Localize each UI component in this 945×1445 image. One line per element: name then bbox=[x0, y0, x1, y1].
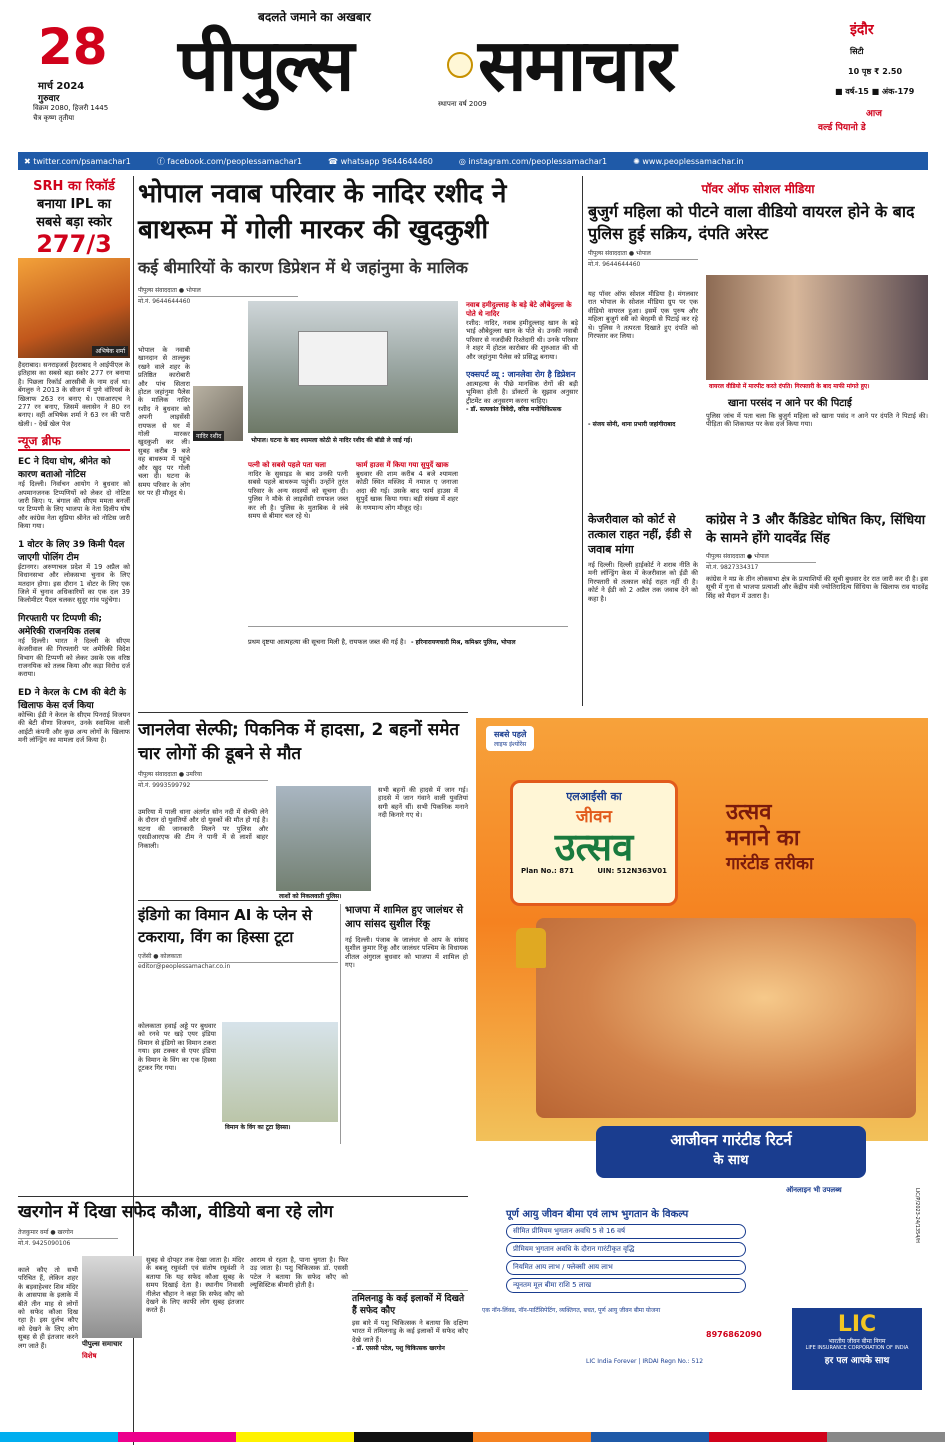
selfie-headline: जानलेवा सेल्फी; पिकनिक में हादसा, 2 बहनों समेत चार लोगों की डूबने से मौत bbox=[138, 720, 460, 764]
slogan-1: उत्सव bbox=[726, 800, 772, 825]
facebook-link[interactable]: ⓕ facebook.com/peoplessamachar1 bbox=[156, 156, 303, 166]
ec-headline: EC ने दिया घोष, श्रीनेत को कारण बताओ नोटिस bbox=[18, 457, 111, 481]
srh-score: 277/3 bbox=[36, 230, 112, 258]
srh-headline-1: SRH का रिकॉर्ड bbox=[33, 179, 115, 194]
ribbon-text-1: आजीवन गारंटीड रिटर्न bbox=[670, 1131, 792, 1149]
right-text: यह पॉवर ऑफ सोशल मीडिया है। मंगलवार रात भोपाल के सोशल मीडिया ग्रुप पर एक वीडियो वायरल हुआ। इसमें एक पुरुष और महिला बुजुर्ग स्त्री को बेरहमी से पिटाई कर रहे थे। पुलिस ने तत्परता दिखाते हुए दंपति को गिरफ्तार कर लिया। bbox=[588, 290, 698, 341]
slogan-2: मनाने का bbox=[726, 826, 800, 851]
poll-headline: 1 वोटर के लिए 39 किमी पैदल जाएगी पोलिंग टीम bbox=[18, 539, 125, 563]
x-icon: ✖ bbox=[24, 156, 34, 166]
crow-headline: खरगोन में दिखा सफेद कौआ, वीडियो बना रहे लोग bbox=[18, 1202, 334, 1222]
kejriwal-text: नई दिल्ली। दिल्ली हाईकोर्ट ने शराब नीति के मनी लॉन्ड्रिंग केस में केजरीवाल को ईडी की गिरफ्तारी से तत्काल कोई राहत नहीं दी है। कोर्ट ने ईडी को 2 अप्रैल तक जवाब देने को कहा है। bbox=[588, 561, 698, 603]
selfie-text: उमरिया में पाली थाना अंतर्गत सोन नदी में सेल्फी लेने के दौरान दो युवतियों और दो युवकों की मौत हो गई है। घटना की जानकारी मिलने पर पुलिस और एसडीआरएफ की टीम ने पानी में से लाशों बाहर निकाली। bbox=[138, 808, 268, 850]
poll-text: ईटानगर। अरुणाचल प्रदेश में 19 अप्रैल को विधानसभा और लोकसभा चुनाव के लिए मतदान होगा। इस दौरान 1 वोटर के लिए एक जिले में चुनाव अधिकारियों का एक दल 39 किलोमीटर पैदल चलकर सुदूर गांव पहुंचेगा। bbox=[18, 562, 130, 605]
right-headline: बुजुर्ग महिला को पीटने वाला वीडियो वायरल होने के बाद पुलिस हुई सक्रिय, दंपति अरेस्ट bbox=[588, 202, 915, 243]
main-col2 bbox=[248, 461, 348, 520]
indigo-text: कोलकाता हवाई अड्डे पर बुधवार को रनवे पर खड़े एयर इंडिया विमान से इंडिगो का विमान टकरा गया। इस टक्कर से एयर इंडिया के विमान के विंग का एक हिस्सा टूटकर गिर गया। bbox=[138, 1022, 216, 1073]
year-issue: ■ वर्ष-15 ■ अंक-179 bbox=[835, 87, 915, 96]
main-right-divider bbox=[582, 176, 583, 706]
slogan-3: गारंटीड तरीका bbox=[726, 854, 814, 874]
photo-caption: अभिषेक शर्मा bbox=[92, 346, 128, 356]
expert-sign: - डॉ. सत्यकांत त्रिवेदी, वरिष्ठ मनोचिकित्सक bbox=[466, 406, 562, 414]
tn-story bbox=[352, 1290, 468, 1400]
twitter-link[interactable]: ✖ twitter.com/psamachar1 bbox=[24, 156, 131, 166]
ad-code: LIC/P/2023-24/1354/H bbox=[914, 1188, 920, 1243]
ad-irdai: LIC India Forever | IRDAI Regn No.: 512 bbox=[586, 1358, 704, 1365]
main-col4 bbox=[466, 301, 578, 413]
col3-head: फार्म हाउस में किया गया सुपुर्दे खाक bbox=[356, 461, 449, 469]
lic-logo-box bbox=[792, 1308, 922, 1390]
quote-text: प्रथम दृष्टया आत्महत्या की सूचना मिली है, रायफल जब्त की गई है। bbox=[248, 638, 406, 646]
tn-headline: तमिलनाडु के कई इलाकों में दिखते हैं सफेद कौए bbox=[352, 1294, 465, 1316]
right-kicker: पॉवर ऑफ सोशल मीडिया bbox=[701, 182, 815, 196]
viral-video-photo bbox=[706, 275, 928, 390]
trophy-icon bbox=[516, 928, 546, 968]
kejriwal-headline: केजरीवाल को कोर्ट से तत्काल राहत नहीं, ईडी से जवाब मांगा bbox=[588, 513, 692, 556]
ribbon bbox=[596, 1126, 866, 1178]
today-event: वर्ल्ड पियानो डे bbox=[818, 123, 866, 133]
crow-photo bbox=[82, 1256, 142, 1338]
crow-story bbox=[18, 1200, 348, 1400]
edition: सिटी bbox=[850, 47, 864, 56]
right-subhead: खाना परसंद न आने पर की पिटाई bbox=[728, 398, 852, 409]
indigo-byline: एजेंसी ● कोलकाता bbox=[138, 952, 338, 963]
globe-icon: ✺ bbox=[633, 156, 643, 166]
ec-text: नई दिल्ली। निर्वाचन आयोग ने बुधवार को अपमानजनक टिप्पणियों को लेकर दो नोटिस जारी किए। प. बंगाल की सीएम ममता बनर्जी पर टिप्पणी के लिए भाजपा के नेता दिलीप घोष और कांग्रेस नेता सुप्रिया श्रीनेत को नोटिस जारी किया गया। bbox=[18, 480, 130, 531]
indigo-headline: इंडिगो का विमान AI के प्लेन से टकराया, विंग का हिस्सा टूटा bbox=[138, 906, 312, 946]
news-brief-title: न्यूज ब्रीफ bbox=[18, 432, 130, 451]
plan-title: एलआईसी का bbox=[566, 790, 622, 803]
whatsapp-icon: ☎ bbox=[328, 156, 341, 166]
main-headline-2: बाथरूम में गोली मारकर की खुदकुशी bbox=[138, 215, 489, 245]
srh-text: हैदराबाद। सनराइजर्स हैदराबाद ने आईपीएल के इतिहास का सबसे बड़ा स्कोर 277 रन बनाया है। पिछला रिकॉर्ड आरसीबी के नाम दर्ज था। बेंगलुरु ने 2013 के सीजन में पुणे वॉरियर्स के खिलाफ 263 रन बनाए थे। एसआरएच ने 277 रन बनाए, जिसमें क्लासेन ने 80 रन बनाए। वहीं अभिषेक शर्मा ने 63 रन की पारी खेली। - देखें खेल पेज bbox=[18, 361, 130, 428]
col2-text: नादिर के सुसाइड के बाद उनकी पत्नी सबसे पहले बाथरूम पहुंचीं। उन्होंने तुरंत परिवार के अन्य सदस्यों को सूचना दी। पुलिस ने मौके से लाइसेंसी रायफल जब्त कर ली है। पुलिस के मुताबिक वे लंबे समय से बीमार चल रहे थे। bbox=[248, 470, 348, 521]
ad-footer-line: एक नॉन-लिंक्ड, नॉन-पार्टिसिपेटिंग, व्यक्तिगत, बचत, पूर्ण आयु जीवन बीमा योजना bbox=[482, 1307, 661, 1314]
plan-badge bbox=[510, 780, 678, 906]
title-right: समाचार bbox=[478, 23, 675, 107]
crow-top-rule bbox=[18, 1196, 468, 1197]
city: इंदौर bbox=[850, 22, 874, 38]
plan-uin: UIN: 512N363V01 bbox=[597, 867, 667, 875]
selfie-photo-caption: लाशों को निकलवाती पुलिस। bbox=[276, 891, 371, 901]
col4-head: नवाब हमीदुल्लाह के बड़े बेटे औबेदुल्ला के पोते थे नादिर bbox=[466, 301, 572, 318]
main-col1: भोपाल के नवाबी खानदान से ताल्लुक रखने वाले शहर के प्रतिष्ठित कारोबारी और पांच सितारा होटल जहांनुमा पैलेस के मालिक नादिर रशीद ने बुधवार को अपनी लाइसेंसी रायफल से घर में गोली मारकर खुदकुशी कर ली। सुबह करीब 9 बजे वह बाथरूम में पहुंचे और खुद पर गोली चला दी। घटना के समय परिवार के लोग घर पर ही मौजूद थे। bbox=[138, 346, 190, 497]
congress-byline: पीपुल्स संवाददाता ● भोपाल bbox=[706, 552, 816, 563]
right-mobile: मो.नं. 9644644460 bbox=[588, 261, 641, 268]
lic-advertisement[interactable] bbox=[476, 718, 928, 1400]
online-badge: ऑनलाइन भी उपलब्ध bbox=[786, 1186, 842, 1194]
social-bar bbox=[18, 152, 928, 170]
pen-logo-icon bbox=[447, 52, 473, 78]
expert-head: एक्सपर्ट व्यू : जानलेवा रोग है डिप्रेशन bbox=[466, 370, 576, 380]
option-item: नियमित आय लाभ / फ्लेक्सी आय लाभ bbox=[506, 1260, 746, 1275]
congress-mobile: मो.नं. 9827334317 bbox=[706, 564, 759, 571]
selfie-story bbox=[138, 718, 468, 898]
facebook-icon: ⓕ bbox=[156, 156, 168, 166]
option-item: सीमित प्रीमियम भुगतान अवधि 5 से 16 वर्ष bbox=[506, 1224, 746, 1239]
option-item: प्रीमियम भुगतान अवधि के दौरान गारंटीकृत वृद्धि bbox=[506, 1242, 746, 1257]
main-headline-1: भोपाल नवाब परिवार के नादिर रशीद ने bbox=[138, 179, 507, 209]
congress-story bbox=[706, 512, 928, 702]
tn-text: इस बारे में पशु चिकित्सक ने बताया कि दक्षिण भारत में तमिलनाडु के कई इलाकों में सफेद कौए देखे जाते हैं। bbox=[352, 1319, 468, 1344]
lic-name: भारतीय जीवन बीमा निगम bbox=[828, 1338, 886, 1345]
title-left: पीपुल्स bbox=[178, 23, 353, 107]
selfie-top-rule bbox=[138, 712, 468, 713]
main-photo-caption: भोपाल। घटना के बाद श्यामला कोठी से नादिर रशीद की बॉडी ले जाई गई। bbox=[248, 435, 458, 445]
instagram-icon: ◎ bbox=[458, 156, 469, 166]
nadir-portrait bbox=[193, 386, 243, 441]
crow-byline: तेजकुमार वर्मा ● खरगोन bbox=[18, 1228, 118, 1239]
rinku-headline: भाजपा में शामिल हुए जालंधर से आप सांसद सुशील रिंकू bbox=[345, 905, 464, 930]
col2-head: पत्नी को सबसे पहले पता चला bbox=[248, 461, 326, 469]
main-story bbox=[138, 176, 578, 666]
whatsapp-link[interactable]: ☎ whatsapp 9644644460 bbox=[328, 156, 433, 166]
indigo-photo bbox=[222, 1022, 338, 1132]
tagline: बदलते जमाने का अखबार bbox=[258, 10, 371, 24]
ribbon-text-2: के साथ bbox=[713, 1153, 749, 1168]
selfie-photo bbox=[276, 786, 371, 901]
right-byline: पीपुल्स संवाददाता ● भोपाल bbox=[588, 249, 698, 260]
indigo-photo-caption: विमान के विंग का टूटा हिस्सा। bbox=[222, 1122, 338, 1132]
ed-text: कोच्चि। ईडी ने केरल के सीएम पिनराई विजयन की बेटी वीणा विजयन, उनके स्वामित्व वाली आईटी कंपनी और कुछ अन्य लोगों के खिलाफ मनी लॉन्ड्रिंग का मामला दर्ज किया है। bbox=[18, 710, 130, 744]
instagram-link[interactable]: ◎ instagram.com/peoplessamachar1 bbox=[458, 156, 608, 166]
vikram-samvat: विक्रम 2080, हिजरी 1445 bbox=[33, 104, 109, 112]
options-list bbox=[506, 1224, 746, 1296]
weekday: गुरुवार bbox=[38, 94, 60, 104]
masthead bbox=[0, 0, 945, 150]
crow-text: काले कौए तो सभी परिचित हैं, लेकिन शहर के बड़वाहेश्वर शिव मंदिर के आसपास के इलाके में बीते तीन माह से लोगों को सफेद कौआ दिख रहा है। इस दुर्लभ कौए को देखने के लिए लोग सुबह से ही इंतजार करने लग जाते हैं। bbox=[18, 1266, 78, 1350]
main-col3 bbox=[356, 461, 458, 512]
indigo-story bbox=[138, 904, 338, 1149]
main-photo bbox=[248, 301, 458, 444]
family-photo bbox=[536, 918, 916, 1118]
indigo-email: editor@peoplessamachar.co.in bbox=[138, 963, 231, 970]
ed-headline: ED ने केरल के CM की बेटी के खिलाफ केस दर्ज किया bbox=[18, 687, 126, 711]
col4-text: रशीद: नादिर, नवाब हमीदुल्लाह खान के बड़े भाई औबेदुल्ला खान के पोते थे। उनकी नवाबी परिवार से नजदीकी रिश्तेदारी थी। उनके परिवार ने शहर में होटल कारोबार की शुरुआत की थी और जहांनुमा पैलेस को प्रसिद्ध बनाया। bbox=[466, 319, 578, 361]
main-mobile: मो.नं. 9644644460 bbox=[138, 298, 191, 305]
expert-text: आत्महत्या के पीछे मानसिक रोगों की बड़ी भूमिका होती है। डॉक्टरों के सुझाव अनुसार ट्रीटमेंट का अनुसरण करना चाहिए। bbox=[466, 380, 578, 405]
kejriwal-story bbox=[588, 512, 698, 702]
srh-headline-2: बनाया IPL का bbox=[37, 197, 111, 212]
srh-headline-3: सबसे बड़ा स्कोर bbox=[36, 215, 112, 230]
congress-headline: कांग्रेस ने 3 और कैंडिडेट घोषित किए, सिंधिया के सामने होंगे यादवेंद्र सिंह bbox=[706, 513, 926, 546]
portrait-caption: नादिर रशीद bbox=[193, 431, 224, 441]
police-quote bbox=[248, 626, 568, 648]
lic-brand-tag bbox=[486, 726, 534, 751]
us-headline: गिरफ्तारी पर टिप्पणी की; अमेरिकी राजनयिक तलब bbox=[18, 613, 103, 637]
main-byline: पीपुल्स संवाददाता ● भोपाल bbox=[138, 286, 298, 297]
crow-logo: पीपुल्स समाचार bbox=[82, 1340, 123, 1348]
ambulance-shape bbox=[298, 331, 388, 386]
main-subhead: कई बीमारियों के कारण डिप्रेशन में थे जहांनुमा के मालिक bbox=[138, 258, 468, 277]
quote-sign: - हरिनारायणचारी मिश्र, कमिश्नर पुलिस, भोपाल bbox=[411, 639, 516, 646]
ad-phone[interactable]: 8976862090 bbox=[706, 1330, 762, 1339]
pages-price: 10 पृष्ठ ₹ 2.50 bbox=[848, 67, 903, 76]
plan-name-1: जीवन bbox=[576, 807, 612, 827]
lic-tagline: हर पल आपके साथ bbox=[824, 1356, 890, 1366]
options-heading: पूर्ण आयु जीवन बीमा एवं लाभ भुगतान के विकल्प bbox=[506, 1209, 689, 1220]
crow-text-2: सुबह से दोपहर तक देखा जाता है। मंदिर के बबलू रघुवंशी एवं संतोष रघुवंशी ने बताया कि यह सफेद कौआ सुबह के समय दिखाई देता है। स्थानीय निवासी नीलेश चौहान ने कहा कि सफेद कौए को देखने के लिए काफी लोग सुबह इंतजार करते हैं। bbox=[146, 1256, 244, 1315]
tn-sign: - डॉ. एससी पटेल, पशु चिकित्सक खरगोन bbox=[352, 1345, 445, 1353]
col3-text: बुधवार की शाम करीब 4 बजे श्यामला कोठी स्थित मस्जिद में नमाज ए जनाजा अदा की गई। उसके बाद फार्म हाउस में सुपुर्दे खाक किया गया। बड़ी संख्या में शहर के गणमान्य लोग मौजूद रहे। bbox=[356, 470, 458, 512]
crow-mobile: मो.नं. 9425090106 bbox=[18, 1240, 71, 1247]
plan-name-2: उत्सव bbox=[554, 825, 634, 869]
lic-logo: LIC bbox=[837, 1312, 877, 1337]
viral-photo-caption: वायरल वीडियो में मारपीट करते दंपति। गिरफ्तारी के बाद माफी मांगते हुए। bbox=[706, 381, 928, 391]
crow-text-3: आराम से रहता है, पाना चुगता है। फिर उड़ जाता है। पशु चिकित्सक डॉ. एससी पटेल ने बताया कि सफेद कौए को ल्यूसिस्टिक बीमारी होती है। bbox=[250, 1256, 348, 1290]
today-label: आज bbox=[866, 109, 882, 119]
ad-slogan bbox=[726, 800, 813, 876]
option-item: न्यूनतम मूल बीमा राशि 5 लाख bbox=[506, 1278, 746, 1293]
plan-number: Plan No.: 871 bbox=[521, 867, 574, 875]
web-link[interactable]: ✺ www.peoplessamachar.in bbox=[633, 156, 744, 166]
selfie-byline: पीपुल्स संवाददाता ● उमरिया bbox=[138, 770, 268, 781]
lic-name-en: LIFE INSURANCE CORPORATION OF INDIA bbox=[805, 1345, 909, 1351]
selfie-mobile: मो.नं. 9993599792 bbox=[138, 782, 191, 789]
tithi: चैत्र कृष्ण तृतीया bbox=[33, 114, 75, 122]
selfie-text-2: सभी बहनों की हादसे में जान गई। हादसे में जान गंवाने वाली युवतियां सगी बहनें थीं। सभी पिकनिक मनाने नदी किनारे गए थे। bbox=[378, 786, 468, 820]
right-sub-text: पुलिस जांच में पता चला कि बुजुर्ग महिला को खाना पसंद न आने पर दंपति ने पिटाई की। पीड़िता की शिकायत पर केस दर्ज किया गया। bbox=[706, 412, 928, 429]
rinku-text: नई दिल्ली। पंजाब के जालंधर से आप के सांसद सुशील कुमार रिंकू और जालंधर पश्चिम के विधायक शीतल अंगुराल बुधवार को भाजपा में शामिल हो गए। bbox=[345, 936, 468, 970]
color-registration-strip bbox=[0, 1432, 945, 1442]
right-sign: - संजय सोनी, थाना प्रभारी जहांगीराबाद bbox=[588, 421, 676, 428]
indigo-top-rule bbox=[138, 900, 338, 901]
date-number: 28 bbox=[38, 18, 108, 76]
brand-tag-text: सबसे पहले bbox=[494, 730, 527, 739]
srh-player-photo bbox=[18, 258, 130, 358]
congress-text: कांग्रेस ने मप्र के तीन लोकसभा क्षेत्र के प्रत्याशियों की सूची बुधवार देर रात जारी कर दी है। इस सूची में गुना से भाजपा प्रत्याशी और केंद्रीय मंत्री ज्योतिरादित्य सिंधिया के खिलाफ राव यादवेंद्र सिंह को मैदान में उतारा है। bbox=[706, 575, 928, 600]
brand-sub-text: लाइफ इंश्योरेंस bbox=[494, 741, 527, 748]
right-story bbox=[588, 180, 928, 490]
rinku-story bbox=[340, 904, 468, 1144]
month-year: मार्च 2024 bbox=[38, 81, 85, 92]
us-text: नई दिल्ली। भारत ने दिल्ली के सीएम केजरीवाल की गिरफ्तारी पर अमेरिकी विदेश विभाग की टिप्पणी को लेकर उसके एक वरिष्ठ राजनयिक को तलब किया और कड़ा विरोध दर्ज कराया। bbox=[18, 636, 130, 679]
founded: स्थापना वर्ष 2009 bbox=[438, 100, 487, 108]
crow-tag: विशेष bbox=[82, 1352, 97, 1360]
